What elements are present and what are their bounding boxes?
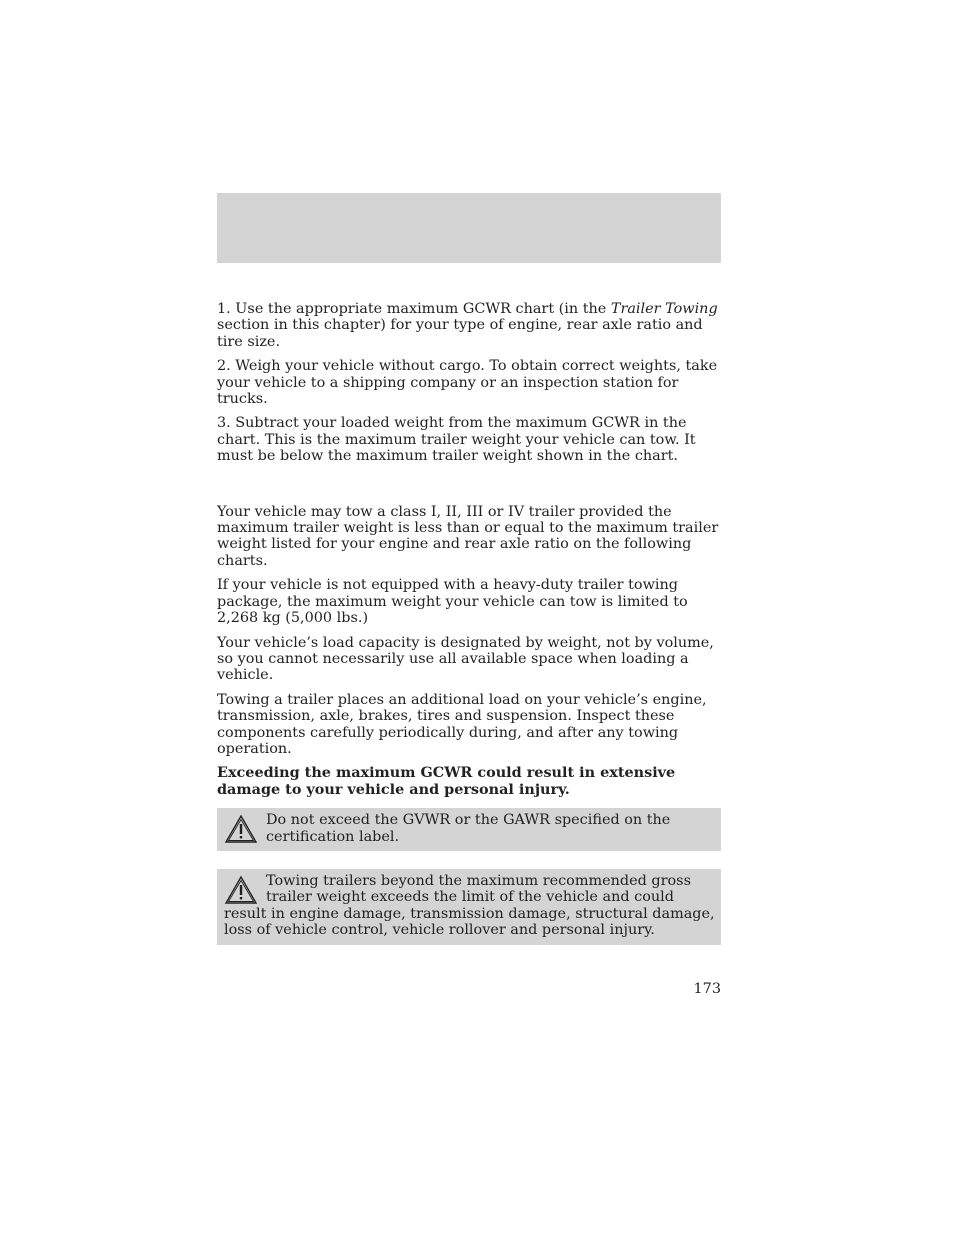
warning-triangle-icon [224, 875, 258, 905]
step-1-text-a: 1. Use the appropriate maximum GCWR chart (in the [217, 301, 611, 317]
step-3: 3. Subtract your loaded weight from the maximum GCWR in the chart. This is the maximum trailer weight your vehicle can tow. It must be below the maximum trailer weight shown in the chart. [217, 415, 696, 465]
step-1-text-b: section in this chapter) for your type of engine, rear axle ratio and tire size. [217, 317, 703, 350]
step-2: 2. Weigh your vehicle without cargo. To obtain correct weights, take your vehicle to a shipping company or an inspection station for trucks. [217, 358, 718, 408]
step-1 [217, 301, 721, 350]
header-band [217, 193, 721, 263]
page-content [217, 301, 721, 945]
bold-warning: Exceeding the maximum GCWR could result in extensive damage to your vehicle and personal injury. [217, 764, 676, 798]
paragraph-inspection: Towing a trailer places an additional load on your vehicle’s engine, transmission, axle, brakes, tires and suspension. Inspect these components carefully periodically during, and after any towing operation. [217, 691, 707, 757]
warning-text-towing: Towing trailers beyond the maximum recommended gross trailer weight exceeds the limit of the vehicle and could result in engine damage, transmission damage, structural damage, loss of vehicle control, vehicle rollover and personal injury. [224, 872, 715, 939]
warning-box-gvwr [217, 808, 721, 851]
paragraph-load-capacity: Your vehicle’s load capacity is designated by weight, not by volume, so you cannot necessarily use all available space when loading a vehicle. [217, 634, 714, 684]
page-number: 173 [693, 981, 721, 997]
warning-box-towing [217, 869, 721, 945]
paragraph-trailer-class: Your vehicle may tow a class I, II, III or IV trailer provided the maximum trailer weight is less than or equal to the maximum trailer weight listed for your engine and rear axle ratio on the following charts. [217, 503, 719, 569]
warning-text-gvwr: Do not exceed the GVWR or the GAWR specified on the certification label. [266, 812, 671, 845]
warning-triangle-icon [224, 814, 258, 844]
step-1-section-ref: Trailer Towing [610, 301, 718, 317]
paragraph-heavy-duty: If your vehicle is not equipped with a heavy-duty trailer towing package, the maximum weight your vehicle can tow is limited to 2,268 kg (5,000 lbs.) [217, 577, 688, 627]
